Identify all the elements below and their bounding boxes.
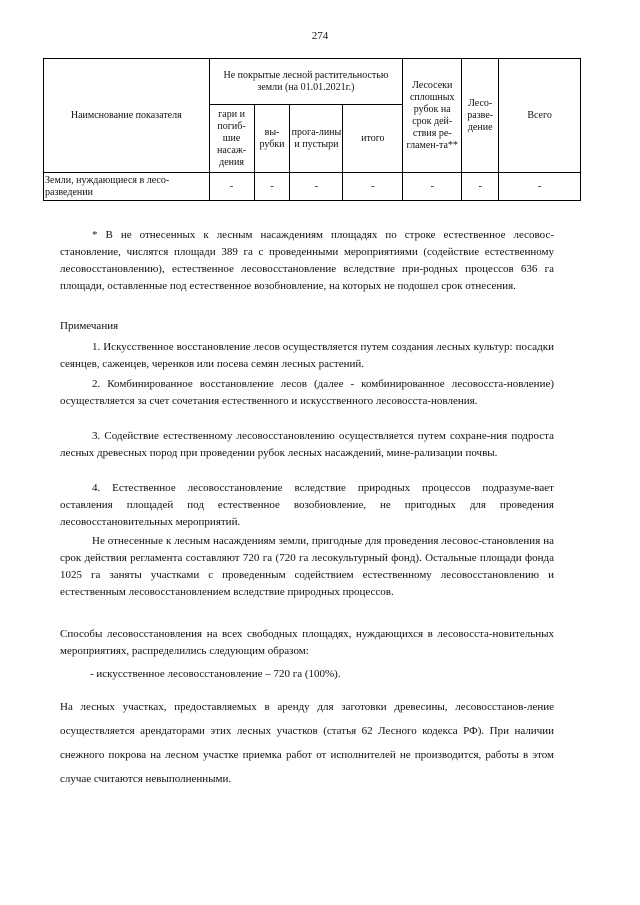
note-2: 2. Комбинированное восстановление лесов (далее - комбинированное лесовосста-новление) осуществляется за счет сочетания естественного и искусственного лесовосста-новления. [60, 378, 554, 407]
row-value-cell: - [209, 173, 254, 201]
header-total-cell: Всего [499, 59, 581, 173]
note-4: 4. Естественное лесовосстановление вследствие природных процессов подразуме-вает оставления площадей под естественное возобновление, не пригодных для проведения лесовосстановительных мероприятий. [60, 482, 554, 528]
header-breeding-cell: Лесо-разве-дение [462, 59, 499, 173]
note-1: 1. Искусственное восстановление лесов осуществляется путем создания лесных культур: посадки сеянцев, саженцев, черенков или посева семян лесных растений. [60, 341, 554, 370]
sub-total-cell: итого [343, 105, 403, 173]
land-table [43, 58, 581, 201]
sub-felling-cell: вы-рубки [254, 105, 290, 173]
bullet-artificial: - искусственное лесовосстановление – 720 га (100%). [90, 668, 341, 680]
row-value-cell: - [499, 173, 581, 201]
page-number: 274 [311, 30, 329, 42]
row-value-cell: - [254, 173, 290, 201]
header-name-cell: Наимснование показателя [44, 59, 210, 173]
row-value-cell: - [290, 173, 343, 201]
row-value-cell: - [403, 173, 462, 201]
notes-title: Примечания [60, 320, 119, 332]
para-nonforest: Не отнесенные к лесным насаждениям земли, пригодные для проведения лесовос-становления на срок действия регламента составляют 720 га (720 га лесокультурный фонд). Остальные площади фонда 1025 га заняты участками с проведенным содействием естественному лесовосстановлению и естественным лесовосстановлением вследствие природных процессов. [60, 535, 554, 598]
note-3: 3. Содействие естественному лесовосстановлению осуществляется путем сохране-ния подроста лесных древесных пород при проведении рубок лесных насаждений, мине-рализации почвы. [60, 430, 554, 459]
sub-fires-cell: гари и погиб-шие насаж-дения [209, 105, 254, 173]
para-methods: Способы лесовосстановления на всех свободных площадях, нуждающихся в лесовосста-новительных мероприятиях, распределились следующим образом: [60, 628, 554, 657]
sub-glades-cell: прога-лины и пустыри [290, 105, 343, 173]
row-label-cell: Земли, нуждающиеся в лесо-разведении [44, 173, 210, 201]
row-value-cell: - [462, 173, 499, 201]
header-group-cell: Не покрытые лесной растительностью земли (на 01.01.2021г.) [209, 59, 403, 105]
header-cuts-cell: Лесосеки сплошных рубок на срок дей-ствия ре-гламен-та** [403, 59, 462, 173]
table-row [44, 173, 581, 201]
footnote: * В не отнесенных к лесным насаждениям площадях по строке естественное лесовос-становление, числятся площади 389 га с проведенными мероприятиями (содействие естественному лесовосстановлению), естественное лесовосстановление вследствие при-родных процессов 636 га площади, оставленные под естественное возобновление, на которых не подошел срок отнесения. [60, 229, 554, 292]
para-lease: На лесных участках, предоставляемых в аренду для заготовки древесины, лесовосстанов-ление осуществляется арендаторами этих лесных участков (статья 62 Лесного кодекса РФ). При наличии снежного покрова на лесном участке приемка работ от исполнителей не производится, работы в этом случае считаются невыполненными. [60, 701, 554, 785]
row-value-cell: - [343, 173, 403, 201]
